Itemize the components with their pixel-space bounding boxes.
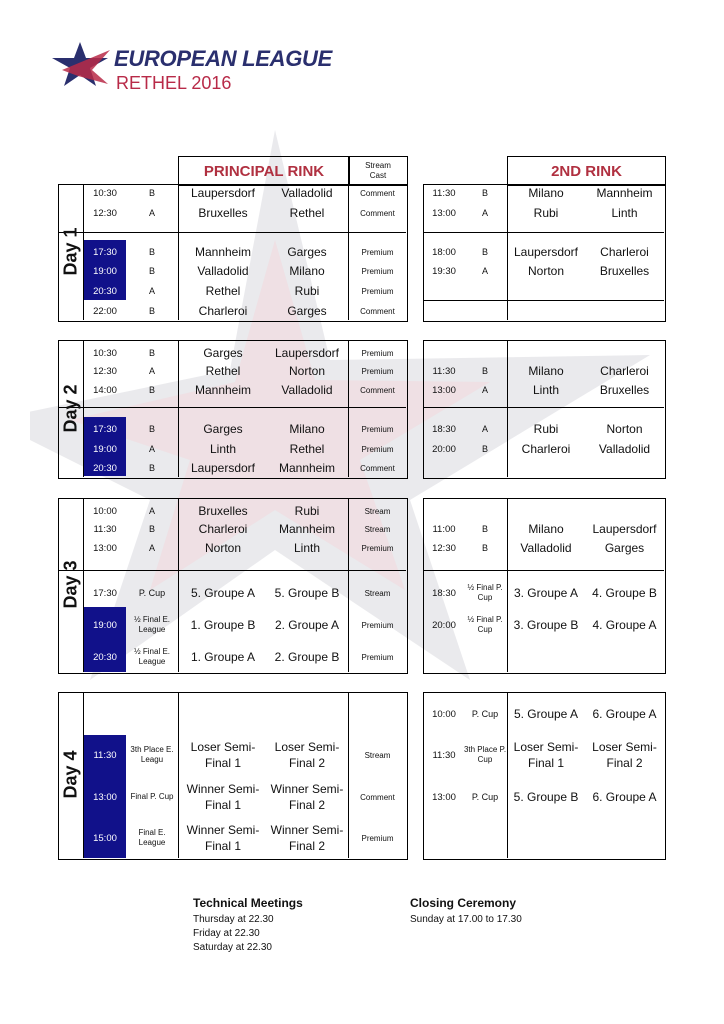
team-home: 5. Groupe B bbox=[513, 790, 579, 804]
match-type: A bbox=[148, 444, 155, 454]
stream-type: Premium bbox=[361, 348, 394, 358]
match-time: 18:30 bbox=[432, 423, 456, 435]
stream-type: Premium bbox=[361, 424, 394, 434]
match-type: Final E. League bbox=[138, 828, 166, 847]
team-home: Loser Semi-Final 1 bbox=[513, 740, 579, 770]
match-type: ½ Final E. League bbox=[133, 647, 170, 666]
match-time: 13:00 bbox=[432, 384, 456, 396]
stream-type: Comment bbox=[360, 463, 395, 473]
column-divider bbox=[178, 184, 179, 320]
match-type: A bbox=[481, 385, 488, 395]
team-home: Loser Semi-Final 1 bbox=[190, 740, 256, 770]
team-away: Mannheim bbox=[278, 461, 336, 475]
match-time: 20:30 bbox=[93, 462, 117, 474]
team-home: Charleroi bbox=[198, 522, 248, 536]
logo-title: EUROPEAN LEAGUE bbox=[114, 46, 332, 71]
team-home: Garges bbox=[203, 346, 243, 360]
stream-type: Comment bbox=[360, 208, 395, 218]
column-divider bbox=[178, 498, 179, 672]
stream-cast-header bbox=[348, 156, 408, 186]
stream-cast-title: Stream Cast bbox=[365, 161, 391, 180]
team-home: Linth bbox=[209, 442, 237, 456]
stream-type: Comment bbox=[360, 792, 395, 802]
row-divider bbox=[423, 300, 664, 301]
match-type: B bbox=[148, 424, 155, 434]
team-home: 5. Groupe A bbox=[190, 586, 256, 600]
match-time: 19:00 bbox=[93, 265, 117, 277]
match-time: 10:30 bbox=[93, 187, 117, 199]
match-type: B bbox=[481, 247, 488, 257]
team-away: 6. Groupe A bbox=[592, 707, 657, 721]
team-away: Mannheim bbox=[596, 186, 653, 200]
team-away: Loser Semi-Final 2 bbox=[274, 740, 340, 770]
team-away: Linth bbox=[611, 206, 638, 220]
match-time: 20:30 bbox=[93, 285, 117, 297]
technical-meetings-line: Thursday at 22.30 bbox=[193, 914, 274, 925]
team-home: Milano bbox=[528, 522, 564, 536]
stream-type: Premium bbox=[361, 444, 394, 454]
team-away: Linth bbox=[293, 541, 321, 555]
row-divider bbox=[58, 232, 406, 233]
team-away: 2. Groupe A bbox=[274, 618, 340, 632]
team-away: Norton bbox=[606, 422, 643, 436]
team-home: Laupersdorf bbox=[190, 186, 256, 200]
stream-type: Premium bbox=[361, 266, 394, 276]
team-away: 6. Groupe A bbox=[592, 790, 657, 804]
match-time: 12:30 bbox=[432, 542, 456, 554]
match-time: 20:00 bbox=[432, 443, 456, 455]
second-rink-title: 2ND RINK bbox=[551, 162, 622, 180]
team-home: Bruxelles bbox=[198, 504, 248, 518]
day-label: Day 1 bbox=[60, 227, 81, 276]
team-home: 1. Groupe A bbox=[190, 650, 256, 664]
team-home: 3. Groupe A bbox=[513, 586, 579, 600]
stream-type: Premium bbox=[361, 543, 394, 553]
match-time: 17:30 bbox=[93, 587, 117, 599]
match-time: 12:30 bbox=[93, 365, 117, 377]
stream-type: Premium bbox=[361, 620, 394, 630]
team-away: Rethel bbox=[289, 442, 325, 456]
match-type: ½ Final P. Cup bbox=[467, 583, 503, 602]
column-divider bbox=[178, 340, 179, 477]
second-block-frame bbox=[423, 340, 666, 479]
match-type: B bbox=[481, 366, 488, 376]
team-home: Rubi bbox=[533, 206, 559, 220]
stream-type: Premium bbox=[361, 286, 394, 296]
match-time: 17:30 bbox=[93, 246, 117, 258]
match-type: A bbox=[481, 424, 488, 434]
team-home: 1. Groupe B bbox=[190, 618, 256, 632]
team-home: Winner Semi-Final 1 bbox=[186, 782, 260, 812]
second-rink-header bbox=[507, 156, 666, 186]
technical-meetings-title: Technical Meetings bbox=[193, 896, 303, 910]
match-type: A bbox=[148, 208, 155, 218]
match-type: A bbox=[148, 543, 155, 553]
match-type: B bbox=[148, 306, 155, 316]
match-time: 14:00 bbox=[93, 384, 117, 396]
row-divider bbox=[423, 232, 664, 233]
match-time: 11:30 bbox=[93, 749, 117, 761]
match-type: A bbox=[148, 286, 155, 296]
column-divider bbox=[178, 692, 179, 858]
match-type: A bbox=[148, 506, 155, 516]
match-type: 3th Place P. Cup bbox=[463, 745, 507, 764]
row-divider bbox=[423, 570, 664, 571]
team-home: Milano bbox=[528, 186, 564, 200]
team-away: Valladolid bbox=[598, 442, 651, 456]
match-type: A bbox=[148, 366, 155, 376]
team-away: Garges bbox=[287, 245, 327, 259]
team-away: Rubi bbox=[294, 284, 320, 298]
match-time: 19:30 bbox=[432, 265, 456, 277]
stream-type: Comment bbox=[360, 306, 395, 316]
stream-type: Premium bbox=[361, 247, 394, 257]
team-away: Norton bbox=[288, 364, 326, 378]
match-time: 18:00 bbox=[432, 246, 456, 258]
match-type: B bbox=[481, 543, 488, 553]
team-home: Norton bbox=[527, 264, 565, 278]
principal-rink-title: PRINCIPAL RINK bbox=[203, 162, 325, 180]
team-home: Milano bbox=[528, 364, 564, 378]
team-home: Rethel bbox=[205, 284, 241, 298]
team-home: Valladolid bbox=[520, 541, 572, 555]
team-away: 2. Groupe B bbox=[274, 650, 340, 664]
stream-type: Stream bbox=[364, 750, 391, 760]
match-type: B bbox=[148, 385, 155, 395]
match-type: B bbox=[481, 188, 488, 198]
day-label: Day 2 bbox=[60, 383, 81, 433]
match-time: 11:30 bbox=[93, 523, 117, 535]
team-home: Mannheim bbox=[194, 245, 252, 259]
match-type: 3th Place E. Leagu bbox=[130, 745, 174, 764]
match-time: 18:30 bbox=[432, 587, 456, 599]
match-type: P. Cup bbox=[471, 792, 499, 802]
match-time: 20:00 bbox=[432, 619, 456, 631]
match-time: 11:30 bbox=[432, 187, 456, 199]
match-type: B bbox=[481, 444, 488, 454]
team-away: Charleroi bbox=[600, 245, 649, 259]
row-divider bbox=[423, 407, 664, 408]
team-home: Linth bbox=[532, 383, 560, 397]
team-home: Mannheim bbox=[194, 383, 252, 397]
match-time: 11:30 bbox=[432, 365, 456, 377]
stream-type: Stream bbox=[364, 506, 391, 516]
team-home: Charleroi bbox=[521, 442, 571, 456]
team-away: Valladolid bbox=[281, 383, 333, 397]
match-time: 13:00 bbox=[93, 791, 117, 803]
match-time: 20:30 bbox=[93, 651, 117, 663]
team-away: Winner Semi-Final 2 bbox=[270, 823, 344, 853]
team-away: 5. Groupe B bbox=[274, 586, 340, 600]
match-time: 10:00 bbox=[93, 505, 117, 517]
team-home: Norton bbox=[204, 541, 242, 555]
stream-type: Comment bbox=[360, 385, 395, 395]
team-home: Garges bbox=[203, 422, 243, 436]
match-type: B bbox=[148, 524, 155, 534]
stream-type: Premium bbox=[361, 833, 394, 843]
match-time: 17:30 bbox=[93, 423, 117, 435]
technical-meetings-line: Friday at 22.30 bbox=[193, 928, 260, 939]
match-type: P. Cup bbox=[471, 709, 499, 719]
match-time: 15:00 bbox=[93, 832, 117, 844]
match-time: 11:30 bbox=[432, 749, 456, 761]
match-time: 19:00 bbox=[93, 619, 117, 631]
team-away: Rethel bbox=[289, 206, 325, 220]
team-home: 3. Groupe B bbox=[513, 618, 579, 632]
team-away: Loser Semi-Final 2 bbox=[592, 740, 657, 770]
team-home: 5. Groupe A bbox=[513, 707, 579, 721]
stream-type: Comment bbox=[360, 188, 395, 198]
team-home: Charleroi bbox=[198, 304, 248, 318]
team-away: Charleroi bbox=[600, 364, 649, 378]
technical-meetings-line: Saturday at 22.30 bbox=[193, 942, 272, 953]
match-type: A bbox=[481, 208, 488, 218]
team-away: Laupersdorf bbox=[274, 346, 340, 360]
match-time: 19:00 bbox=[93, 443, 117, 455]
stream-type: Premium bbox=[361, 366, 394, 376]
stream-type: Stream bbox=[364, 588, 391, 598]
match-time: 13:00 bbox=[93, 542, 117, 554]
team-away: Bruxelles bbox=[599, 383, 650, 397]
star-logo-icon bbox=[52, 40, 114, 90]
day-label: Day 4 bbox=[60, 750, 81, 799]
team-home: Rubi bbox=[533, 422, 559, 436]
team-away: Winner Semi-Final 2 bbox=[270, 782, 344, 812]
team-away: Bruxelles bbox=[599, 264, 650, 278]
match-type: B bbox=[148, 266, 155, 276]
team-away: Milano bbox=[289, 264, 325, 278]
match-type: B bbox=[481, 524, 488, 534]
match-time: 13:00 bbox=[432, 791, 456, 803]
team-away: Garges bbox=[287, 304, 327, 318]
team-home: Rethel bbox=[205, 364, 241, 378]
team-away: Laupersdorf bbox=[592, 522, 657, 536]
match-type: P. Cup bbox=[138, 588, 166, 598]
match-type: B bbox=[148, 463, 155, 473]
team-away: 4. Groupe B bbox=[592, 586, 657, 600]
match-type: Final P. Cup bbox=[130, 792, 174, 801]
match-time: 10:00 bbox=[432, 708, 456, 720]
day-label: Day 3 bbox=[60, 560, 81, 609]
logo-subtitle: RETHEL 2016 bbox=[116, 73, 232, 93]
team-away: Valladolid bbox=[281, 186, 333, 200]
match-type: ½ Final P. Cup bbox=[467, 615, 503, 634]
team-away: Milano bbox=[289, 422, 325, 436]
team-home: Bruxelles bbox=[198, 206, 248, 220]
row-divider bbox=[58, 407, 406, 408]
team-away: Rubi bbox=[294, 504, 320, 518]
match-type: B bbox=[148, 348, 155, 358]
team-away: Garges bbox=[604, 541, 645, 555]
principal-rink-header bbox=[178, 156, 350, 186]
match-time: 22:00 bbox=[93, 305, 117, 317]
match-type: B bbox=[148, 247, 155, 257]
match-type: A bbox=[481, 266, 488, 276]
team-home: Valladolid bbox=[197, 264, 249, 278]
match-time: 11:00 bbox=[432, 523, 456, 535]
team-away: 4. Groupe A bbox=[592, 618, 657, 632]
match-time: 12:30 bbox=[93, 207, 117, 219]
closing-ceremony-title: Closing Ceremony bbox=[410, 896, 517, 910]
match-time: 10:30 bbox=[93, 347, 117, 359]
closing-ceremony-line: Sunday at 17.00 to 17.30 bbox=[410, 914, 522, 925]
team-home: Laupersdorf bbox=[513, 245, 579, 259]
team-away: Mannheim bbox=[278, 522, 336, 536]
team-home: Laupersdorf bbox=[190, 461, 256, 475]
match-type: B bbox=[148, 188, 155, 198]
stream-type: Premium bbox=[361, 652, 394, 662]
stream-type: Stream bbox=[364, 524, 391, 534]
team-home: Winner Semi-Final 1 bbox=[186, 823, 260, 853]
row-divider bbox=[58, 570, 406, 571]
match-type: ½ Final E. League bbox=[133, 615, 170, 634]
match-time: 13:00 bbox=[432, 207, 456, 219]
